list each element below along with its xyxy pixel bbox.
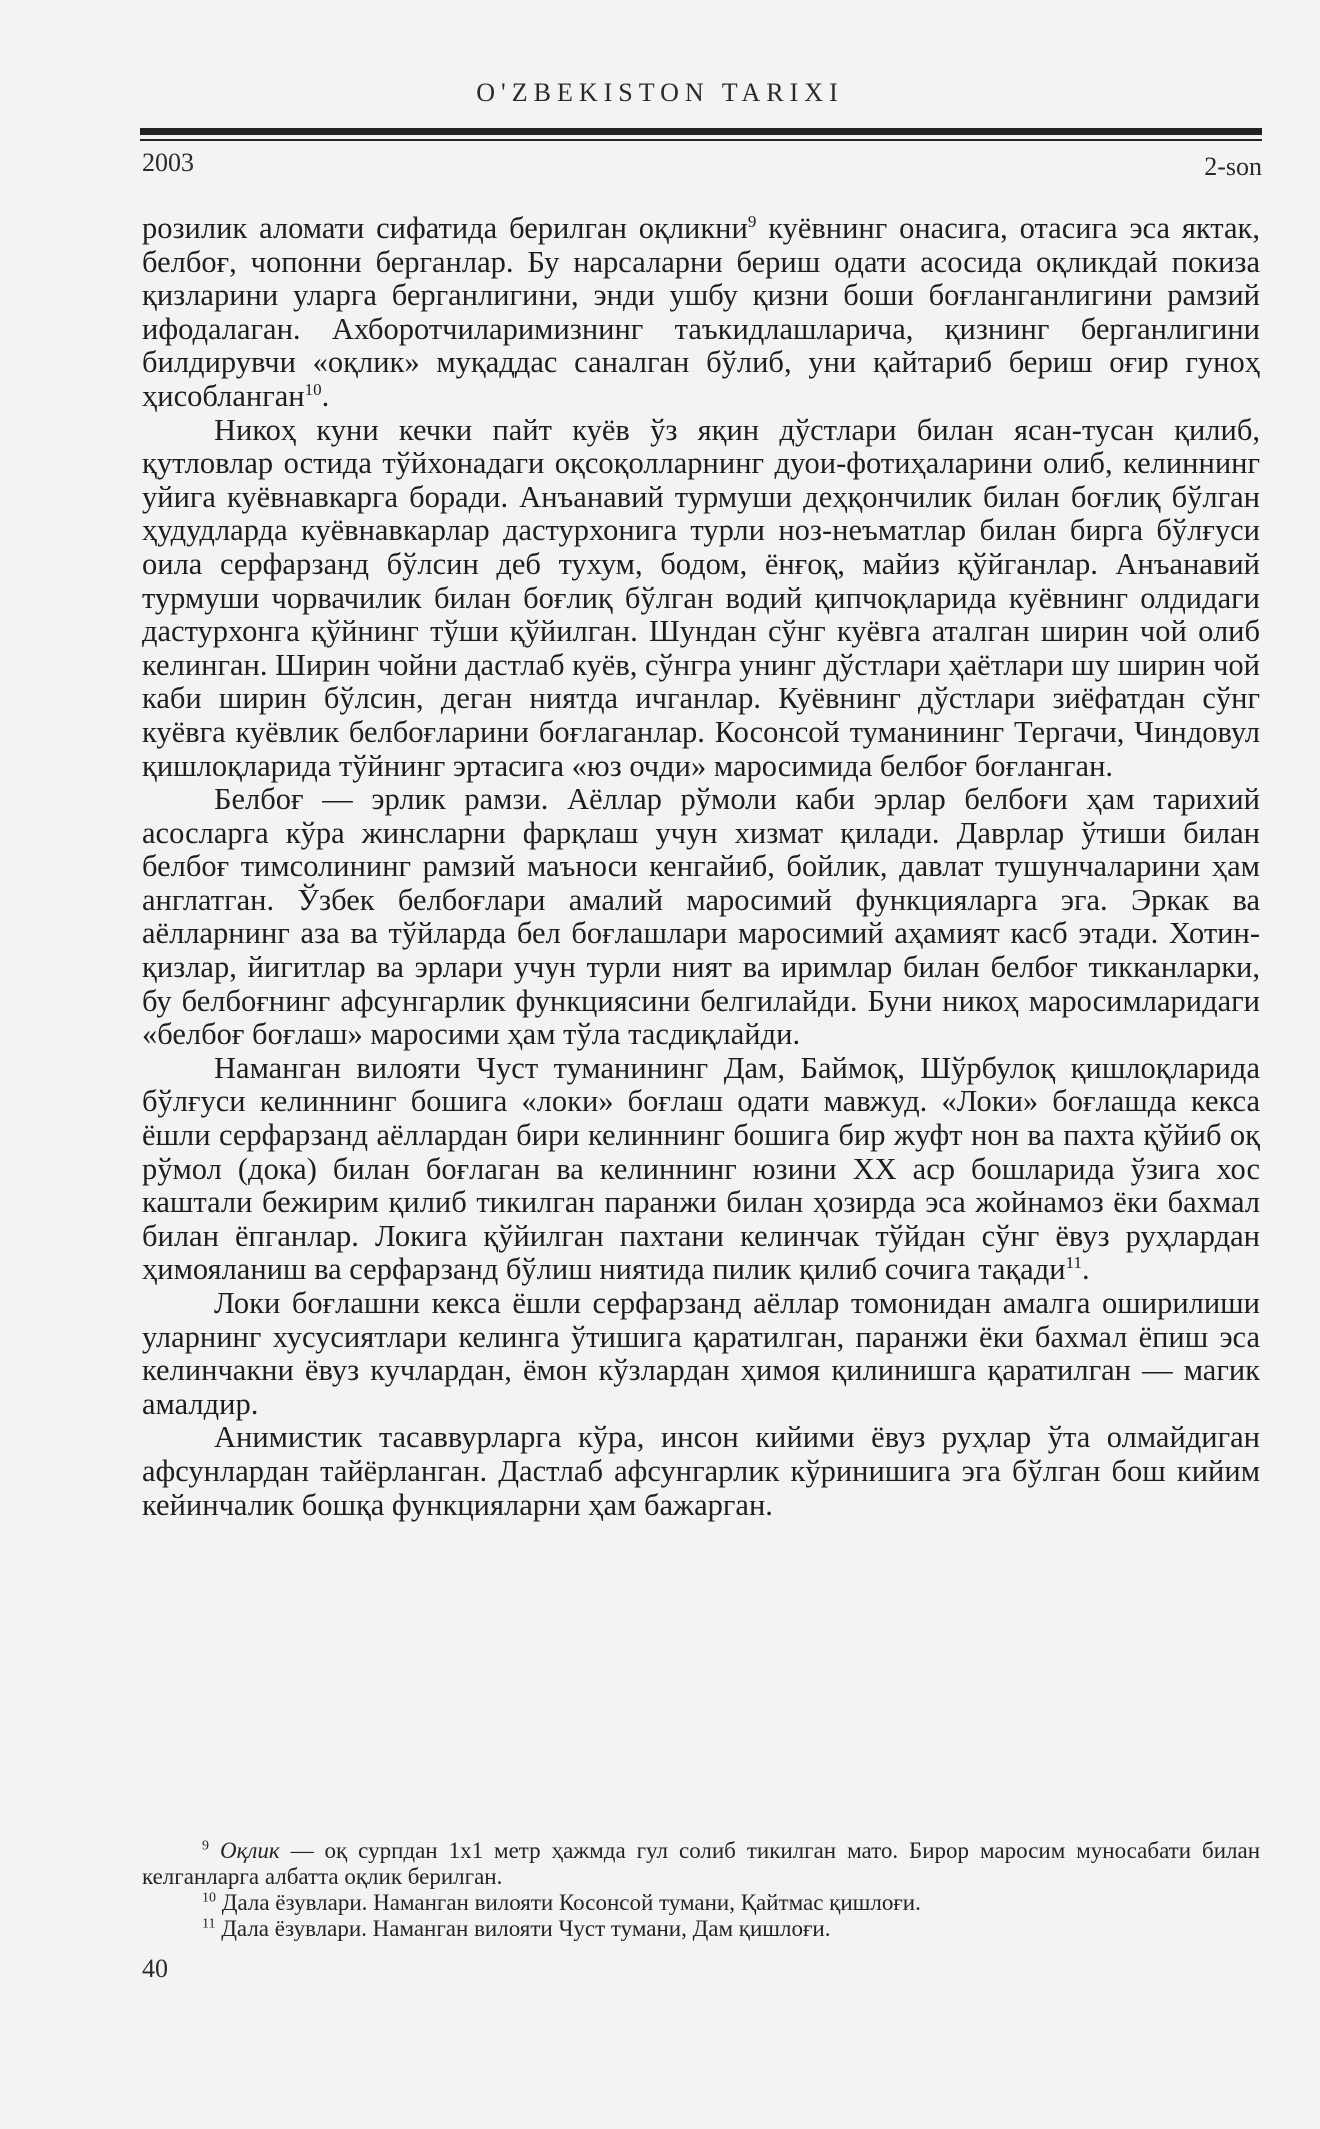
issue-year: 2003	[142, 148, 194, 177]
paragraph-3: Белбоғ — эрлик рамзи. Аёллар рўмоли каби эрлар белбоғи ҳам тарихий асосларга кўра жинсларни фарқлаш учун хизмат қилади. Даврлар ўтиши билан белбоғ тимсолининг рамзий маъноси кенгайиб, бойлик, давлат тушунчаларини ҳам англатган. Ўзбек белбоғлари амалий маросимий функцияларга эга. Эркак ва аёлларнинг аза ва тўйларда бел боғлашлари маросимий аҳамият касб этади. Хотин-қизлар, йигитлар ва эрлари учун турли ният ва иримлар билан белбоғ тикканларки, бу белбоғнинг афсунгарлик функциясини белгилайди. Буни никоҳ маросимларидаги «белбоғ боғлаш» маросими ҳам тўла тасдиқлайди.	[142, 782, 1260, 1052]
footnote-ref-9[interactable]: 9	[747, 211, 757, 231]
paragraph-2: Никоҳ куни кечки пайт куёв ўз яқин дўстлари билан ясан-тусан қилиб, қутловлар остида тўйхонадаги оқсоқолларнинг дуои-фотиҳаларини олиб, келиннинг уйига куёвнавкарга боради. Анъанавий турмуши деҳқончилик билан боғлиқ бўлган ҳудудларда куёвнавкарлар дастурхонига турли ноз-неъматлар билан бирга бўлғуси оила серфарзанд бўлсин деб тухум, бодом, ёнғоқ, майиз қўйганлар. Анъанавий турмуши чорвачилик билан боғлиқ бўлган водий қипчоқларида куёвнинг олдидаги дастурхонга қўйнинг тўши қўйилган. Шундан сўнг куёвга аталган ширин чой олиб келинган. Ширин чойни дастлаб куёв, сўнгра унинг дўстлари ҳаётлари шу ширин чой каби ширин бўлсин, деган ниятда ичганлар. Куёвнинг дўстлари зиёфатдан сўнг куёвга куёвлик белбоғларини боғлаганлар. Косонсой туманининг Тергачи, Чиндовул қишлоқларида тўйнинг эртасига «юз очди» маросимида белбоғ боғланган.	[142, 412, 1260, 783]
paragraph-4: Наманган вилояти Чуст туманининг Дам, Баймоқ, Шўрбулоқ қишлоқларида бўлғуси келиннинг бошига «локи» боғлаш одати мавжуд. «Локи» боғлашда кекса ёшли серфарзанд аёллардан бири келиннинг бошига бир жуфт нон ва пахта қўйиб оқ рўмол (дока) билан боғлаган ва келиннинг юзини XX аср бошларида ўзига хос каштали бежирим қилиб тикилган паранжи билан ҳозирда эса жойнамоз ёки бахмал билан ёпганлар. Локига қўйилган пахтани келинчак тўйдан сўнг ёвуз руҳлардан ҳимояланиш ва серфарзанд бўлиш ниятида пилик қилиб сочига тақади$^{11}$.	[142, 1050, 1260, 1287]
issue-number: 2-son	[1204, 152, 1262, 181]
footnote-10: $^{10}$ Дала ёзувлари. Наманган вилояти Косонсой тумани, Қайтмас қишлоғи.	[202, 1890, 921, 1915]
footnote-9: $^9$ Оқлик — оқ сурпдан 1х1 метр ҳажмда гул солиб тикилган мато. Бирор маросим муносабати билан келганларга албатта оқлик берилган.	[142, 1838, 1261, 1889]
footnote-11: $^{11}$ Дала ёзувлари. Наманган вилояти Чуст тумани, Дам қишлоғи.	[202, 1916, 831, 1941]
paragraph-5: Локи боғлашни кекса ёшли серфарзанд аёллар томонидан амалга оширилиши уларнинг хусусиятлари келинга ўтишига қаратилган, паранжи ёки бахмал ёпиш эса келинчакни ёвуз кучлардан, ёмон кўзлардан ҳимоя қилинишга қаратилган — магик амалдир.	[142, 1286, 1260, 1421]
paragraph-6: Анимистик тасаввурларга кўра, инсон кийими ёвуз руҳлар ўта олмайдиган афсунлардан тайёрланган. Дастлаб афсунгарлик кўринишига эга бўлган бош кийим кейинчалик бошқа функцияларни ҳам бажарган.	[142, 1420, 1260, 1522]
header-rule-thin	[140, 139, 1262, 141]
article-body	[142, 212, 1260, 1522]
journal-title: O'ZBEKISTON TARIXI	[476, 78, 844, 107]
footnote-ref-11[interactable]: 11	[1065, 1253, 1082, 1273]
header-rule-thick	[140, 128, 1262, 135]
footnote-ref-10[interactable]: 10	[304, 379, 322, 399]
paragraph-1: розилик аломати сифатида берилган оқликни$^9$ куёвнинг онасига, отасига эса яктак, белбоғ, чопонни берганлар. Бу нарсаларни бериш одати асосида оқликдай покиза қизларини уларга берганлигини, энди ушбу қизни боши боғланганлигини рамзий ифодалаган. Ахборотчиларимизнинг таъкидлашларича, қизнинг берганлигини билдирувчи «оқлик» муқаддас саналган бўлиб, уни қайтариб бериш оғир гуноҳ ҳисобланган$^{10}$.	[142, 211, 1260, 413]
footnotes	[142, 1838, 1260, 1942]
page-number: 40	[142, 1954, 168, 1983]
